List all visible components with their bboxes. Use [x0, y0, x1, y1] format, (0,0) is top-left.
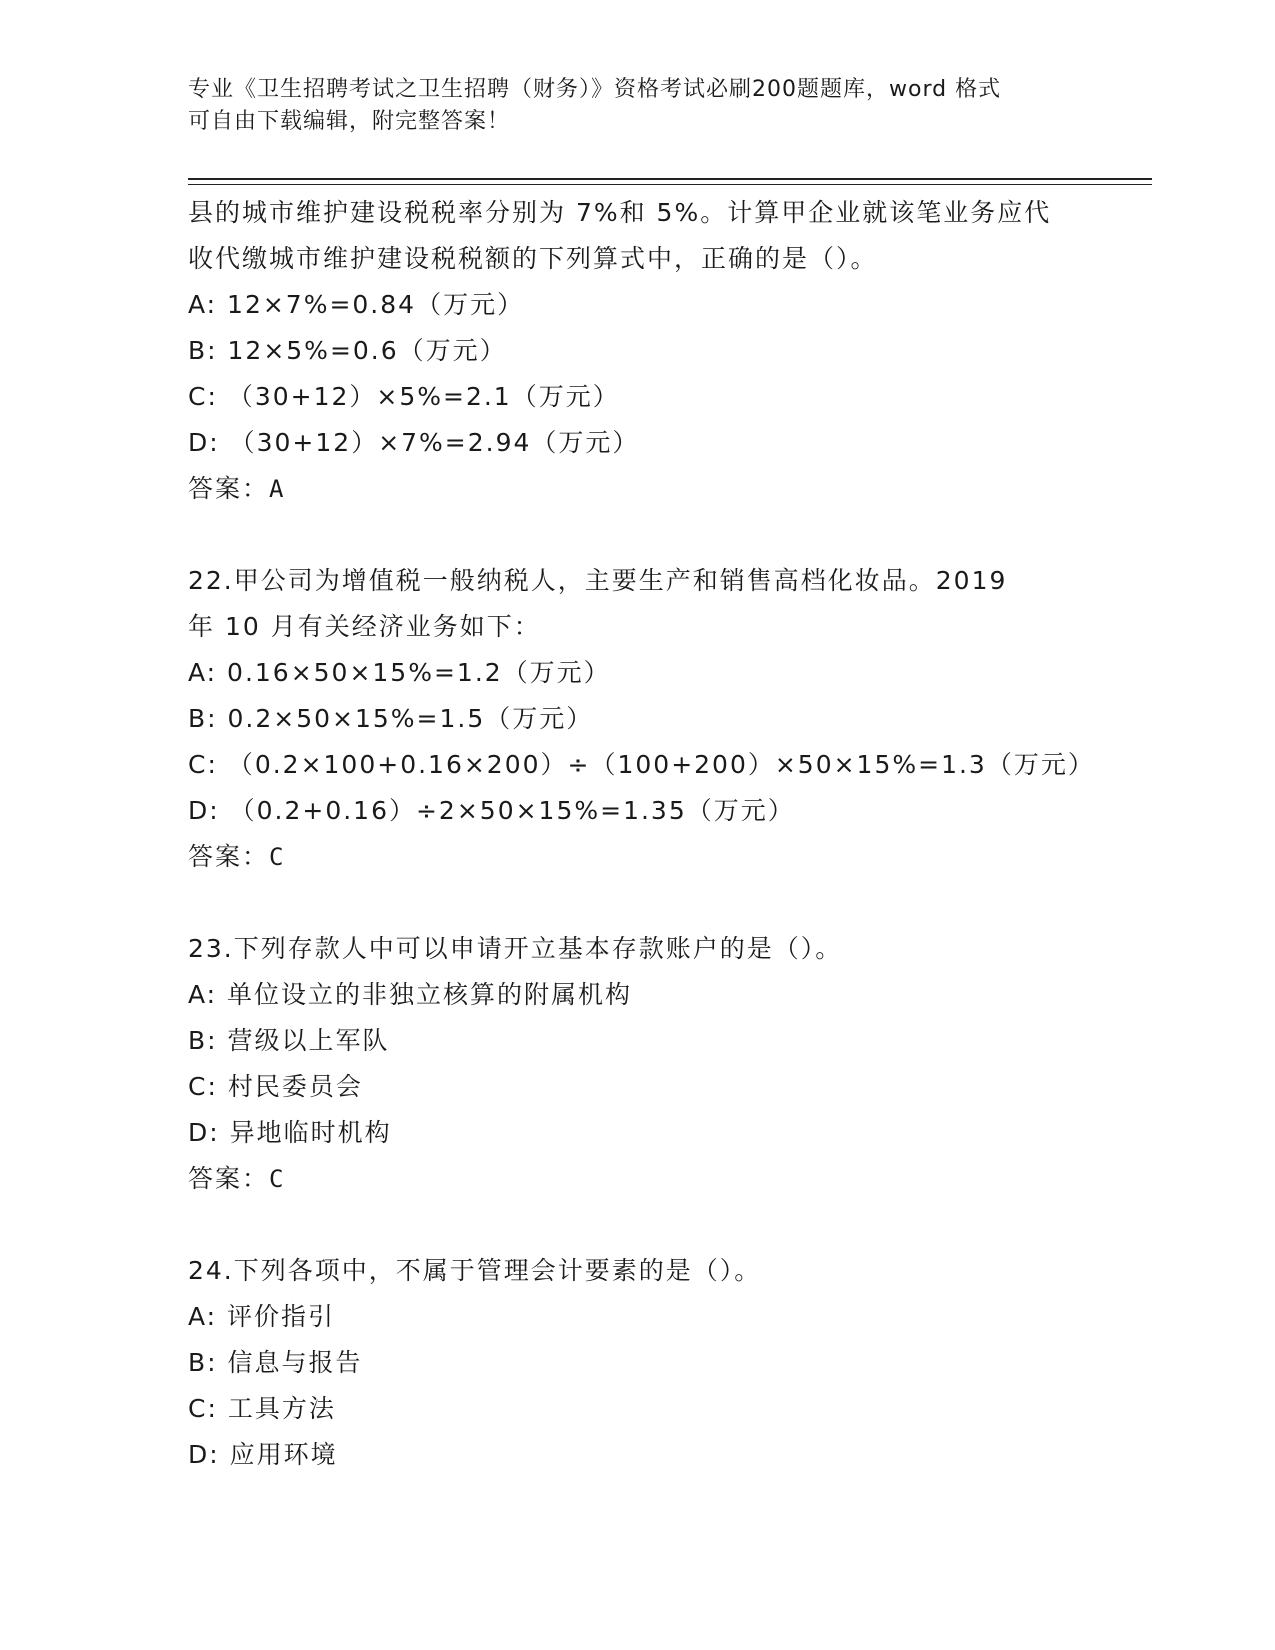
- question-spacer: [188, 1202, 1088, 1248]
- answer-label: 答案：: [188, 842, 270, 871]
- question-stem: 23.下列存款人中可以申请开立基本存款账户的是（）。: [188, 934, 843, 963]
- option-d: D: （30+12）×7%=2.94（万元）: [188, 428, 640, 457]
- question-22: [188, 558, 1095, 880]
- question-24: [188, 1248, 1088, 1478]
- answer: [188, 1156, 1088, 1202]
- question-stem: 22.甲公司为增值税一般纳税人，主要生产和销售高档化妆品。2019: [188, 566, 1008, 595]
- answer: [188, 466, 1088, 512]
- option-c: C: （30+12）×5%=2.1（万元）: [188, 382, 620, 411]
- option-a: A: 单位设立的非独立核算的附属机构: [188, 980, 633, 1009]
- question-stem: 县的城市维护建设税税率分别为 7%和 5%。计算甲企业就该笔业务应代: [188, 198, 1052, 227]
- option-d: D: （0.2+0.16）÷2×50×15%=1.35（万元）: [188, 796, 795, 825]
- answer-value: C: [269, 1165, 284, 1193]
- question-23: [188, 926, 1088, 1202]
- option-a: A: 评价指引: [188, 1302, 336, 1331]
- question-stem: 收代缴城市维护建设税税额的下列算式中，正确的是（）。: [188, 244, 878, 273]
- option-b: B: 营级以上军队: [188, 1026, 390, 1055]
- option-c: C: （0.2×100+0.16×200）÷（100+200）×50×15%=1.3（万元）: [188, 750, 1095, 779]
- option-c: C: 工具方法: [188, 1394, 336, 1423]
- answer: [188, 834, 1088, 880]
- document-header: [188, 74, 1088, 138]
- option-b: B: 12×5%=0.6（万元）: [188, 336, 507, 365]
- option-d: D: 异地临时机构: [188, 1118, 392, 1147]
- question-spacer: [188, 512, 1088, 558]
- question-21: [188, 190, 1088, 512]
- option-a: A: 12×7%=0.84（万元）: [188, 290, 525, 319]
- question-spacer: [188, 880, 1088, 926]
- option-b: B: 信息与报告: [188, 1348, 363, 1377]
- question-list: [188, 190, 1095, 1478]
- option-d: D: 应用环境: [188, 1440, 338, 1469]
- question-stem: 年 10 月有关经济业务如下：: [188, 612, 541, 641]
- header-line-2: 可自由下载编辑，附完整答案！: [188, 109, 511, 134]
- header-rule-thin: [188, 184, 1152, 185]
- header-rule-thick: [188, 178, 1152, 180]
- option-b: B: 0.2×50×15%=1.5（万元）: [188, 704, 594, 733]
- answer-label: 答案：: [188, 474, 270, 503]
- answer-value: A: [269, 475, 284, 503]
- option-a: A: 0.16×50×15%=1.2（万元）: [188, 658, 611, 687]
- question-stem: 24.下列各项中，不属于管理会计要素的是（）。: [188, 1256, 762, 1285]
- header-line-1: 专业《卫生招聘考试之卫生招聘（财务）》资格考试必刷200题题库，word 格式: [188, 77, 1002, 102]
- answer-value: C: [269, 843, 284, 871]
- option-c: C: 村民委员会: [188, 1072, 363, 1101]
- answer-label: 答案：: [188, 1164, 270, 1193]
